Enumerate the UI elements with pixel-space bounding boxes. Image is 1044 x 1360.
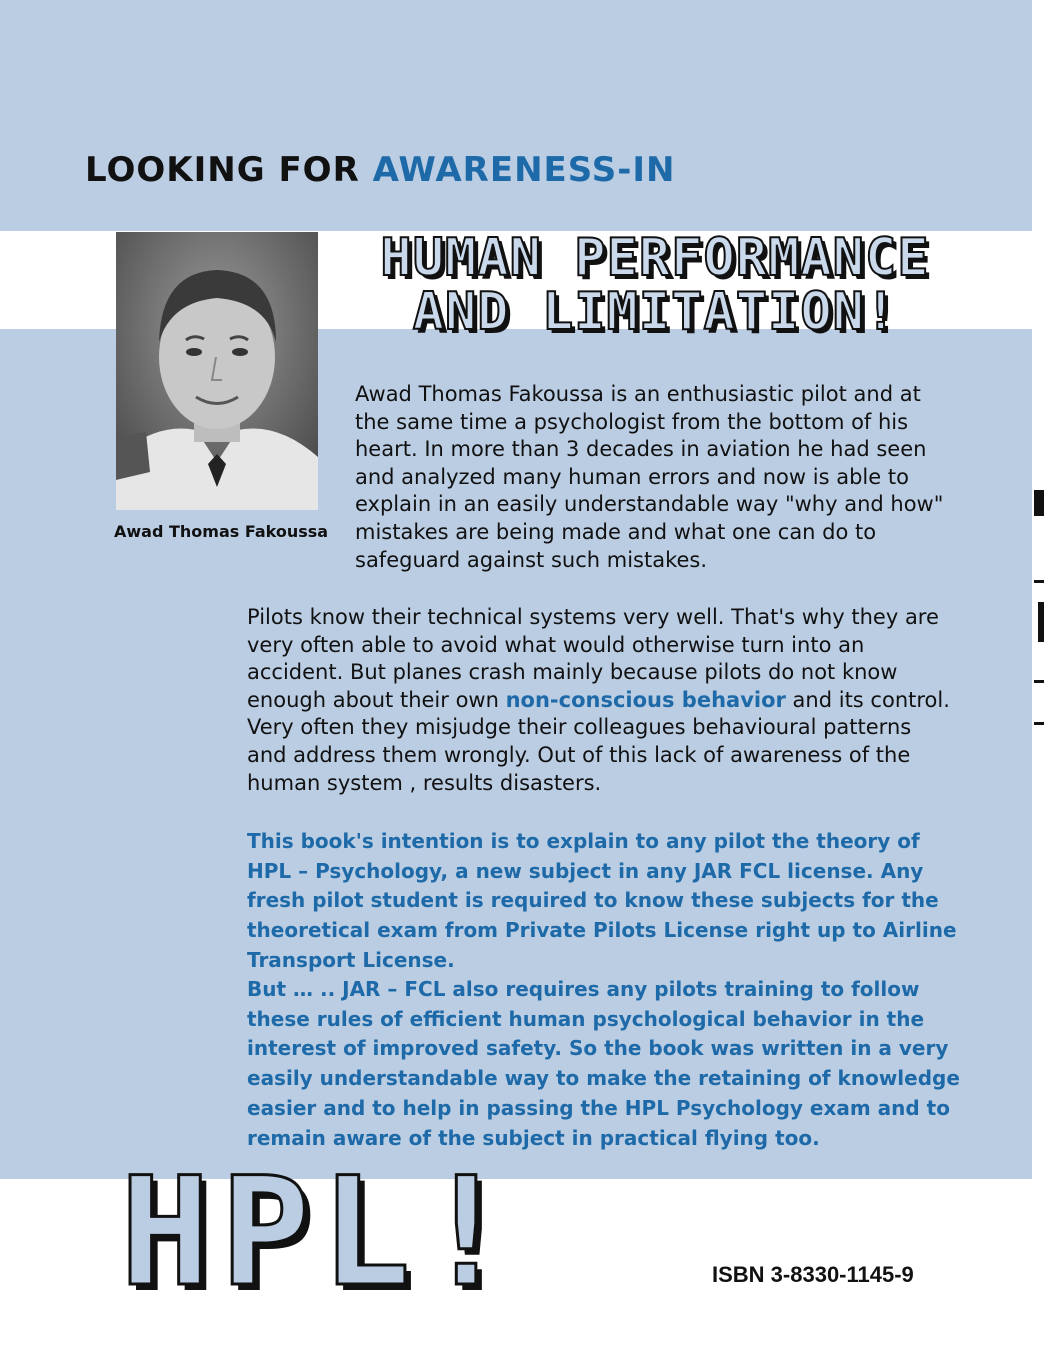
intention-paragraph: This book's intention is to explain to any pilot the theory of HPL – Psychology, a new subject in any JAR FCL license. Any fresh pilot student is required to know these subjects for the theoretical exam from Private Pilots License right up to Airline Transport License. xyxy=(247,829,957,972)
isbn-number: ISBN 3-8330-1145-9 xyxy=(712,1262,914,1287)
pilots-text-after: and its control. Very often they misjudge their colleagues behavioural patterns and address them wrongly. Out of this lack of awareness of the human system , results disasters. xyxy=(247,687,950,795)
spine-edge-marks xyxy=(1032,490,1044,750)
pilots-text-before: Pilots know their technical systems very well. That's why they are very often able to avoid what would otherwise turn into an accident. But planes crash mainly because pilots do not know enough about their own xyxy=(247,605,939,712)
pilots-emphasis: non-conscious behavior xyxy=(505,687,786,712)
headline-line-1: HUMAN PERFORMANCE xyxy=(380,228,930,288)
pilots-paragraph xyxy=(247,604,957,797)
photo-caption: Awad Thomas Fakoussa xyxy=(114,522,329,541)
headline-line-2: AND LIMITATION! xyxy=(412,282,898,342)
jar-fcl-paragraph: But … .. JAR – FCL also requires any pilots training to follow these rules of efficient human psychological behavior in the interest of improved safety. So the book was written in a very easily understandable way to make the retaining of knowledge easier and to help in passing the HPL Psychology exam and to remain aware of the subject in practical flying too. xyxy=(247,977,960,1150)
kicker-lead: LOOKING FOR xyxy=(85,150,373,190)
top-color-band xyxy=(0,0,1032,231)
author-photo xyxy=(116,232,318,510)
hpl-logo: HPL! xyxy=(120,1146,522,1320)
kicker-heading xyxy=(85,150,675,190)
author-bio: Awad Thomas Fakoussa is an enthusiastic pilot and at the same time a psychologist from the bottom of his heart. In more than 3 decades in aviation he had seen and analyzed many human errors and now is able to explain in an easily understandable way "why and how" mistakes are being made and what one can do to safeguard against such mistakes. xyxy=(355,382,944,572)
kicker-accent: AWARENESS-IN xyxy=(372,150,676,190)
